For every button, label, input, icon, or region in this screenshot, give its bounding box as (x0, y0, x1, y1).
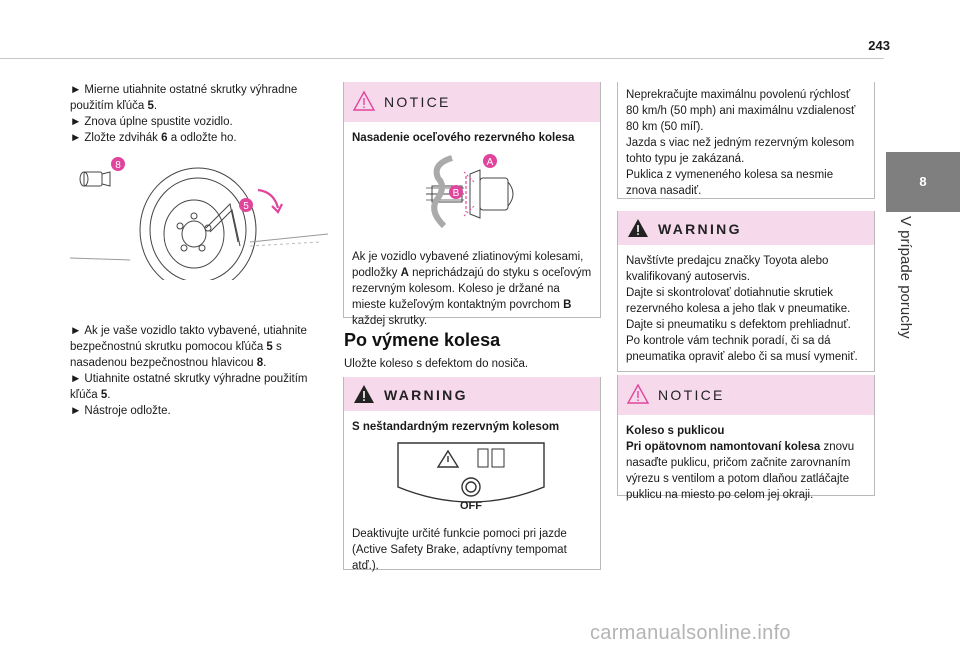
speed-limit-box (617, 82, 875, 199)
chapter-title: V prípade poruchy (897, 216, 914, 339)
label-8: 8 (115, 160, 121, 171)
warning2-line-2: Dajte si skontrolovať dotiahnutie skrutiek rezervného kolesa a jeho tlak v pneumatike. (626, 287, 851, 315)
warning-header (344, 377, 600, 411)
label-5: 5 (243, 201, 249, 212)
warning-body (344, 411, 600, 582)
chapter-number: 8 (919, 174, 927, 189)
notice-subtitle: Nasadenie oceľového rezervného kolesa (352, 132, 575, 144)
notice-header-2 (618, 375, 874, 415)
warning-triangle-icon (352, 90, 376, 112)
label-a: A (486, 157, 494, 168)
warning2-line-3: Dajte si pneumatiku s defektom prehliadnuť. (626, 319, 851, 331)
warning-title-2: WARNING (658, 221, 742, 237)
warning-box-dealer (617, 211, 875, 372)
step-2: ► Znova úplne spustite vozidlo. (70, 116, 233, 128)
warning-text: Deaktivujte určité funkcie pomoci pri jazde (Active Safety Brake, adaptívny tempomat atď.). (352, 528, 567, 572)
off-label: OFF (460, 500, 482, 512)
speed-limit-text (618, 82, 874, 207)
step-4: ► Ak je vaše vozidlo takto vybavené, utiahnite bezpečnostnú skrutku pomocou kľúča 5 s nasadenou bezpečnostnou hlavicou 8. (70, 325, 307, 369)
notice-header (344, 82, 600, 122)
driver-assist-off-icon (352, 437, 590, 517)
warning2-line-4: Po kontrole vám technik poradí, či sa dá pneumatika opraviť alebo či sa musí vymeniť. (626, 335, 858, 363)
wheel-tightening-illustration (70, 150, 330, 280)
watermark: carmanualsonline.info (590, 622, 791, 644)
warning-subtitle: S neštandardným rezervným kolesom (352, 421, 560, 433)
notice-text: Ak je vozidlo vybavené zliatinovými kolesami, podložky A neprichádzajú do styku s oceľovým rezervným kolesom. Koleso je držané na mieste kužeľovým kontaktným povrchom B každej skrutky. (352, 251, 592, 327)
section-heading: Po výmene kolesa (344, 330, 501, 350)
notice-title-2: NOTICE (658, 387, 725, 403)
warning-triangle-filled-icon (352, 383, 376, 405)
step-6: ► Nástroje odložte. (70, 405, 171, 417)
notice-body-2 (618, 415, 874, 511)
spare-wheel-line: Jazda s viac než jedným rezervným kolesom tohto typu je zakázaná. (626, 137, 855, 165)
hubcap-line: Puklica z vymeneného kolesa sa nesmie znova nasadiť. (626, 169, 834, 197)
lug-bolt-illustration (352, 150, 590, 238)
notice-box-steel-wheel (343, 82, 601, 327)
header-rule (0, 58, 884, 59)
notice2-text: Pri opätovnom namontovaní kolesa znovu nasaďte puklicu, pričom začnite zarovnaním výrezu s ventilom a potom dlaňou zatláčajte puklicu na miesto po celom jej okraji. (626, 441, 855, 501)
section-text: Uložte koleso s defektom do nosiča. (344, 358, 529, 370)
notice-box-hubcap (617, 375, 875, 501)
warning-title: WARNING (384, 387, 468, 403)
notice2-subtitle: Koleso s puklicou (626, 425, 725, 437)
chapter-tab[interactable] (886, 152, 960, 212)
column-1-top (70, 82, 326, 146)
step-5: ► Utiahnite ostatné skrutky výhradne použitím kľúča 5. (70, 373, 308, 401)
speed-limit-line: Neprekračujte maximálnu povolenú rýchlosť 80 km/h (50 mph) ani maximálnu vzdialenosť 80 km (50 míľ). (626, 89, 856, 133)
label-b: B (452, 188, 460, 199)
warning-box-spare-wheel (343, 377, 601, 570)
step-1: ► Mierne utiahnite ostatné skrutky výhradne použitím kľúča 5. (70, 84, 298, 112)
warning-body-2 (618, 245, 874, 373)
warning-triangle-filled-icon (626, 217, 650, 239)
notice-title: NOTICE (384, 94, 451, 110)
step-3: ► Zložte zdvihák 6 a odložte ho. (70, 132, 237, 144)
column-1-bottom (70, 323, 326, 419)
page-number: 243 (868, 38, 890, 53)
warning2-line-1: Navštívte predajcu značky Toyota alebo kvalifikovaný autoservis. (626, 255, 829, 283)
notice-body (344, 122, 600, 337)
warning-triangle-icon (626, 383, 650, 405)
warning-header-2 (618, 211, 874, 245)
